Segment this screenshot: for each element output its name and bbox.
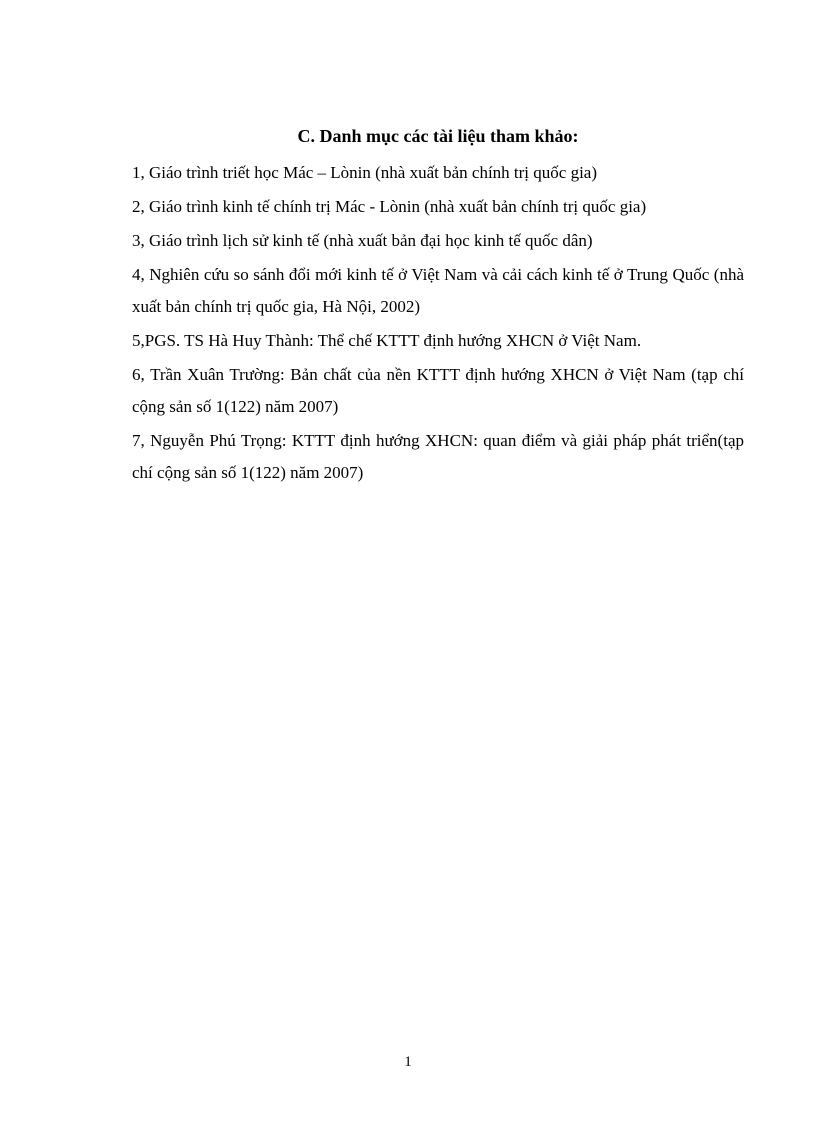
reference-item: 1, Giáo trình triết học Mác – Lònin (nhà xuất bản chính trị quốc gia): [132, 163, 598, 182]
references-section: [132, 123, 744, 491]
reference-item: 5,PGS. TS Hà Huy Thành: Thể chế KTTT định hướng XHCN ở Việt Nam.: [132, 331, 642, 350]
references-list: [132, 157, 744, 489]
page-number: 1: [404, 1054, 412, 1070]
reference-item: 6, Trần Xuân Trường: Bản chất của nền KTTT định hướng XHCN ở Việt Nam (tạp chí cộng sản số 1(122) năm 2007): [132, 365, 744, 416]
reference-item: 2, Giáo trình kinh tế chính trị Mác - Lònin (nhà xuất bản chính trị quốc gia): [132, 197, 647, 216]
reference-item: 4, Nghiên cứu so sánh đổi mới kinh tế ở Việt Nam và cải cách kinh tế ở Trung Quốc (nhà xuất bản chính trị quốc gia, Hà Nội, 2002): [132, 265, 744, 316]
reference-item: 3, Giáo trình lịch sử kinh tế (nhà xuất bản đại học kinh tế quốc dân): [132, 231, 593, 250]
reference-item: 7, Nguyễn Phú Trọng: KTTT định hướng XHCN: quan điểm và giải pháp phát triển(tạp chí cộng sản số 1(122) năm 2007): [132, 431, 744, 482]
references-heading: C. Danh mục các tài liệu tham khảo:: [297, 126, 579, 146]
